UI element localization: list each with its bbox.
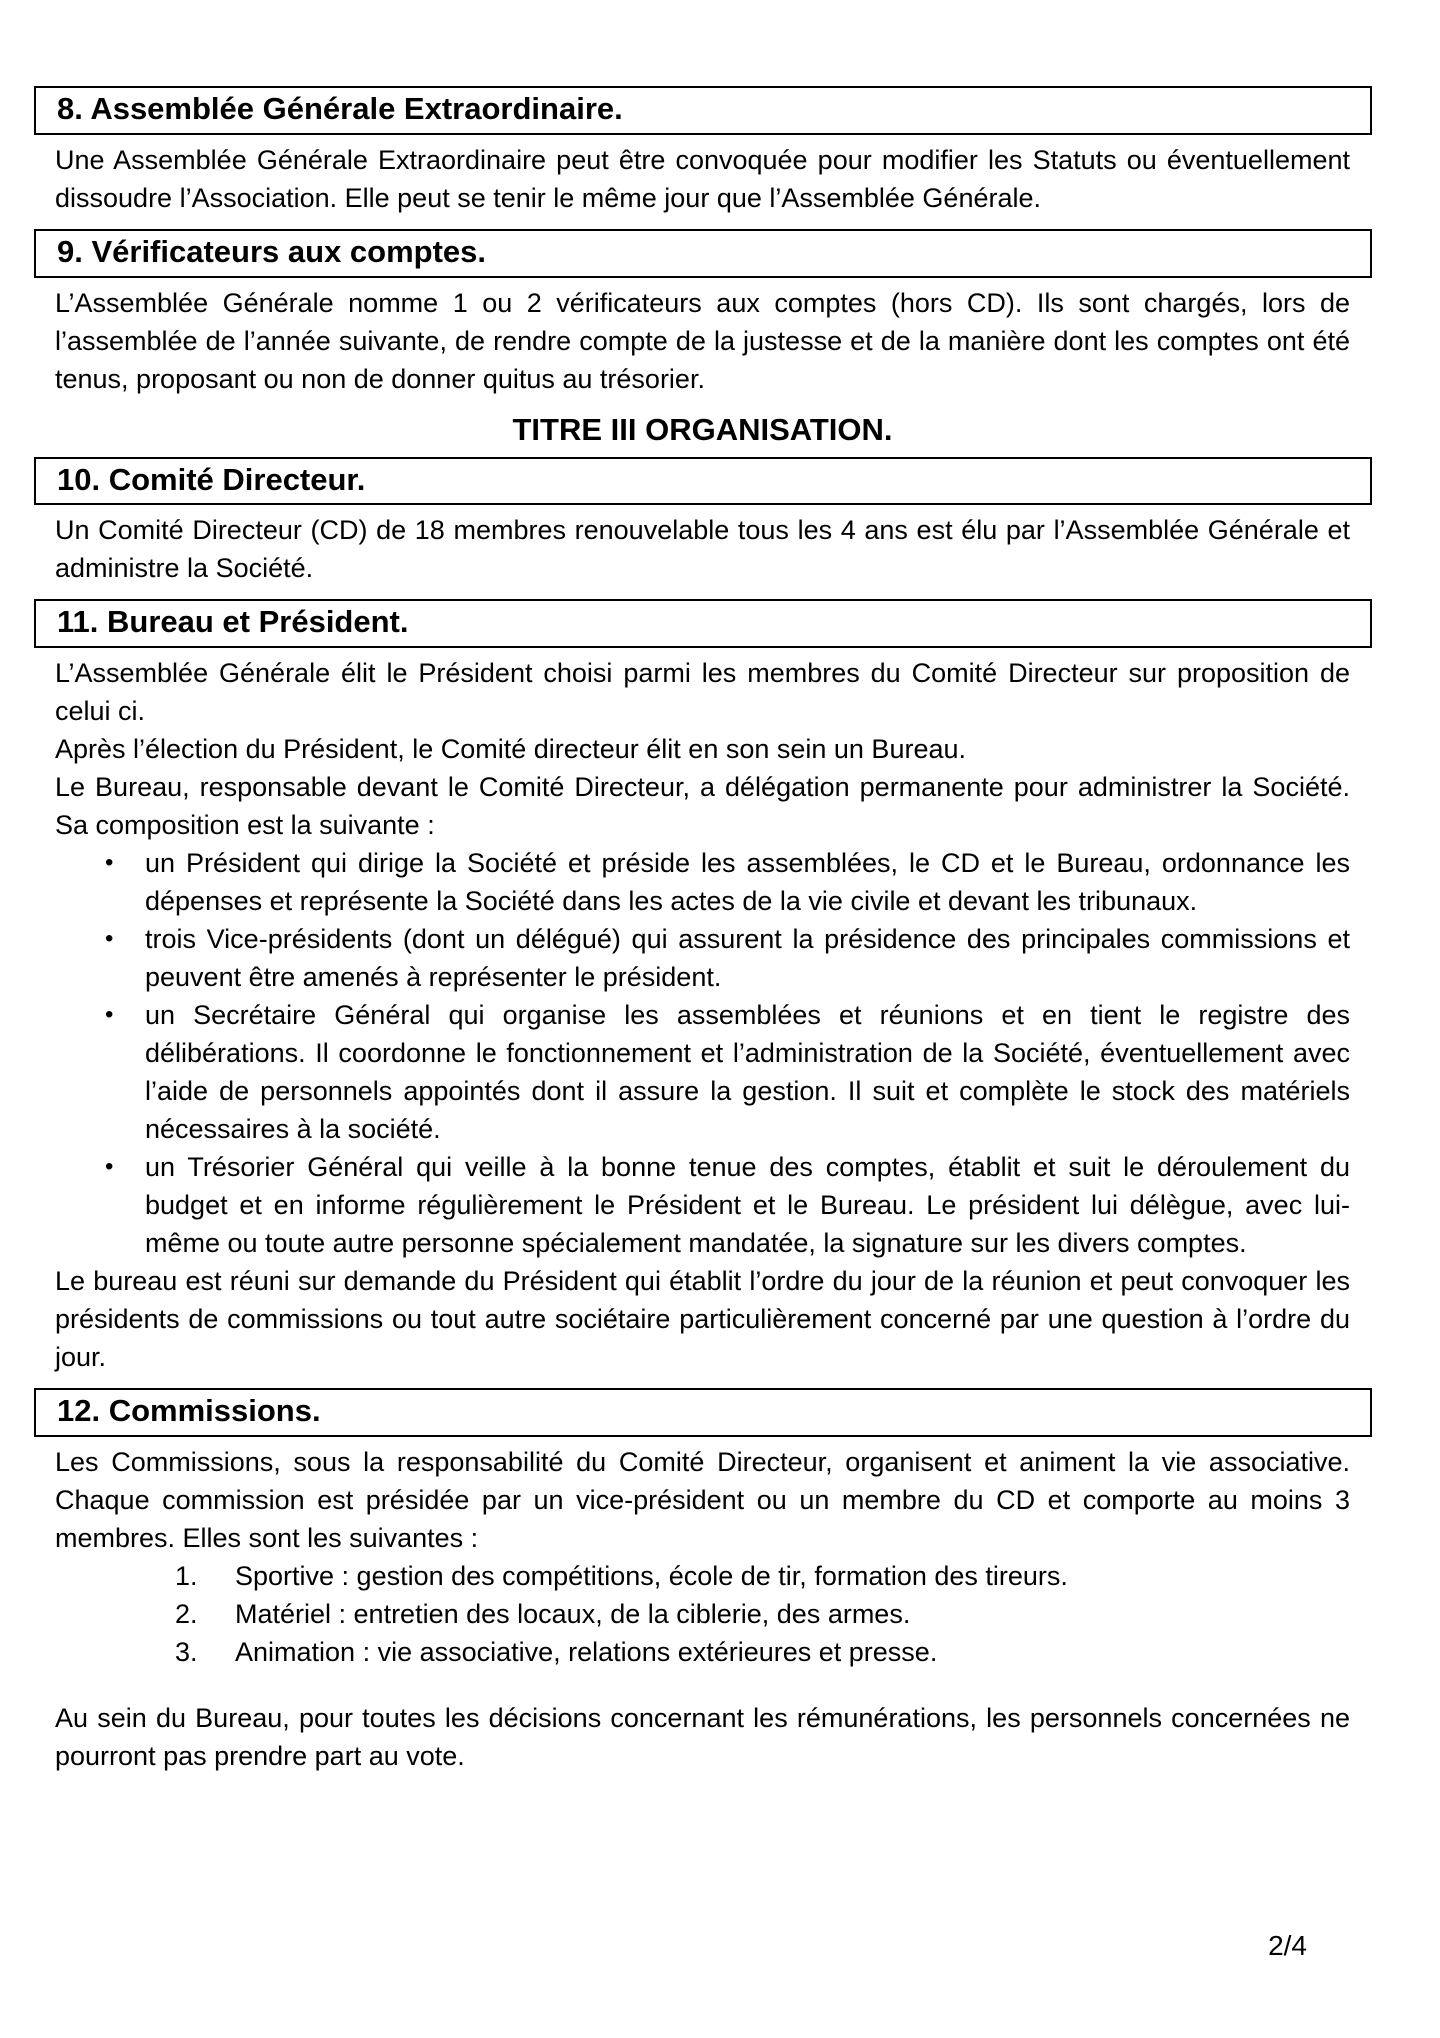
list-item xyxy=(55,1557,1350,1595)
section-8-heading-box xyxy=(34,86,1372,135)
bureau-role-tresorier-general: un Trésorier Général qui veille à la bonne tenue des comptes, établit et suit le déroulement du budget et en informe régulièrement le Président et le Bureau. Le président lui délègue, avec lui-même ou toute autre personne spécialement mandatée, la signature sur les divers comptes. xyxy=(145,1152,1350,1258)
bullet-icon: • xyxy=(105,849,114,876)
section-11-intro-1: L’Assemblée Générale élit le Président choisi parmi les membres du Comité Directeur sur proposition de celui ci. xyxy=(55,658,1350,726)
section-10-body: Un Comité Directeur (CD) de 18 membres renouvelable tous les 4 ans est élu par l’Assemblée Générale et administre la Société. xyxy=(55,515,1350,584)
section-9-heading-box xyxy=(34,229,1372,278)
list-item xyxy=(55,920,1350,996)
bullet-icon: • xyxy=(105,1001,114,1028)
bullet-icon: • xyxy=(105,1153,114,1180)
list-item xyxy=(55,1148,1350,1262)
bullet-icon: • xyxy=(105,925,114,952)
list-item xyxy=(55,1633,1350,1671)
list-item xyxy=(55,996,1350,1148)
list-number: 2. xyxy=(175,1598,198,1629)
commission-sportive: Sportive : gestion des compétitions, école de tir, formation des tireurs. xyxy=(235,1560,1068,1591)
section-11-heading: 11. Bureau et Président. xyxy=(57,604,409,640)
commissions-list xyxy=(55,1557,1350,1671)
section-8-heading: 8. Assemblée Générale Extraordinaire. xyxy=(57,91,623,126)
section-8-body: Une Assemblée Générale Extraordinaire peut être convoquée pour modifier les Statuts ou éventuellement dissoudre l’Association. Elle peut se tenir le même jour que l’Assemblée Générale. xyxy=(55,144,1350,213)
commission-materiel: Matériel : entretien des locaux, de la ciblerie, des armes. xyxy=(235,1598,911,1629)
bureau-composition-list xyxy=(55,844,1350,1262)
page-number: 2/4 xyxy=(1268,1930,1307,1961)
section-11-heading-box xyxy=(34,599,1372,648)
bureau-role-president: un Président qui dirige la Société et préside les assemblées, le CD et le Bureau, ordonnance les dépenses et représente la Société dans les actes de la vie civile et devant les tribunaux. xyxy=(145,848,1350,916)
section-9-body: L’Assemblée Générale nomme 1 ou 2 vérificateurs aux comptes (hors CD). Ils sont chargés, lors de l’assemblée de l’année suivante, de rendre compte de la justesse et de la manière dont les comptes ont été tenus, proposant ou non de donner quitus au trésorier. xyxy=(55,287,1350,394)
section-12-body: Les Commissions, sous la responsabilité du Comité Directeur, organisent et animent la vie associative. Chaque commission est présidée par un vice-président ou un membre du CD et comporte au moins 3 membres. Elles sont les suivantes : xyxy=(55,1446,1350,1553)
section-10-heading: 10. Comité Directeur. xyxy=(57,461,366,497)
section-12-heading-box xyxy=(34,1388,1372,1437)
list-item xyxy=(55,1595,1350,1633)
title-3-heading: TITRE III ORGANISATION. xyxy=(512,411,893,447)
list-number: 3. xyxy=(175,1636,198,1667)
list-item xyxy=(55,844,1350,920)
bureau-role-vice-presidents: trois Vice-présidents (dont un délégué) qui assurent la présidence des principales commissions et peuvent être amenés à représenter le président. xyxy=(145,924,1350,992)
section-11-intro-3: Le Bureau, responsable devant le Comité Directeur, a délégation permanente pour administrer la Société. Sa composition est la suivante : xyxy=(55,772,1350,840)
section-12-heading: 12. Commissions. xyxy=(57,1393,321,1428)
section-10-heading-box xyxy=(34,457,1372,506)
list-number: 1. xyxy=(175,1560,198,1591)
bureau-role-secretaire-general: un Secrétaire Général qui organise les assemblées et réunions et en tient le registre des délibérations. Il coordonne le fonctionnement et l’administration de la Société, éventuellement avec l’aide de personnels appointés dont il assure la gestion. Il suit et complète le stock des matériels nécessaires à la société. xyxy=(145,1000,1350,1144)
remunerations-note: Au sein du Bureau, pour toutes les décisions concernant les rémunérations, les personnels concernées ne pourront pas prendre part au vote. xyxy=(55,1702,1350,1771)
section-11-intro-2: Après l’élection du Président, le Comité directeur élit en son sein un Bureau. xyxy=(55,734,966,764)
commission-animation: Animation : vie associative, relations extérieures et presse. xyxy=(235,1636,938,1667)
section-9-heading: 9. Vérificateurs aux comptes. xyxy=(57,233,487,269)
section-11-outro: Le bureau est réuni sur demande du Président qui établit l’ordre du jour de la réunion et peut convoquer les présidents de commissions ou tout autre sociétaire particulièrement concerné par une question à l’ordre du jour. xyxy=(55,1266,1350,1372)
